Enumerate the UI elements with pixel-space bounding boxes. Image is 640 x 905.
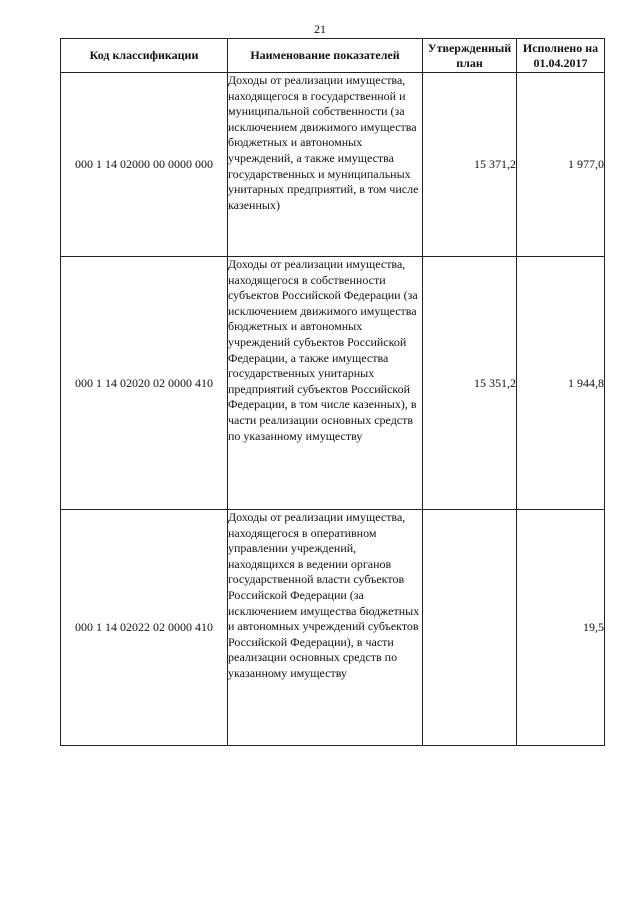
row-done: 1 977,0 [517, 73, 605, 257]
header-done: Исполнено на 01.04.2017 [517, 39, 605, 73]
header-plan: Утвержденный план [423, 39, 517, 73]
row-name: Доходы от реализации имущества, находящегося в государственной и муниципальной собственности (за исключением движимого имущества бюджетных и автономных учреждений, а также имущества государственных и муниципальных унитарных предприятий, в том числе казенных) [228, 73, 423, 257]
row-code: 000 1 14 02022 02 0000 410 [61, 510, 228, 746]
table-header-row [61, 39, 605, 73]
row-plan: 15 351,2 [423, 257, 517, 510]
row-code: 000 1 14 02000 00 0000 000 [61, 73, 228, 257]
row-plan [423, 510, 517, 746]
row-done: 19,5 [517, 510, 605, 746]
table-row [61, 257, 605, 510]
budget-table [60, 38, 605, 746]
header-name: Наименование показателей [228, 39, 423, 73]
row-code: 000 1 14 02020 02 0000 410 [61, 257, 228, 510]
page-number: 21 [314, 22, 326, 36]
table-row [61, 73, 605, 257]
row-name: Доходы от реализации имущества, находящегося в оперативном управлении учреждений, находящихся в ведении органов государственной власти субъектов Российской Федерации (за исключением имущества бюджетных и автономных учреждений субъектов Российской Федерации), в части реализации основных средств по указанному имуществу [228, 510, 423, 746]
header-code: Код классификации [61, 39, 228, 73]
row-plan: 15 371,2 [423, 73, 517, 257]
row-name: Доходы от реализации имущества, находящегося в собственности субъектов Российской Федерации (за исключением движимого имущества бюджетных и автономных учреждений субъектов Российской Федерации, а также имущества государственных унитарных предприятий субъектов Российской Федерации, в том числе казенных), в части реализации основных средств по указанному имуществу [228, 257, 423, 510]
row-done: 1 944,8 [517, 257, 605, 510]
table-row [61, 510, 605, 746]
